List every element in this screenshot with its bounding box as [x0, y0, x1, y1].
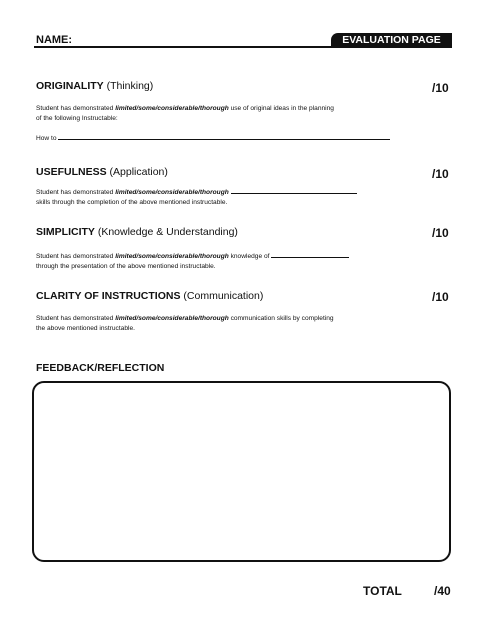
simplicity-text: Student has demonstrated limited/some/considerable/thorough knowledge of through the presentation of the above mentioned instructable. [36, 250, 349, 272]
clarity-options: limited/some/considerable/thorough [115, 315, 229, 322]
feedback-title: FEEDBACK/REFLECTION [36, 362, 165, 374]
clarity-title: CLARITY OF INSTRUCTIONS (Communication) [36, 290, 264, 302]
simplicity-options: limited/some/considerable/thorough [115, 253, 229, 260]
originality-title [36, 80, 153, 92]
total-label: TOTAL [363, 584, 402, 598]
simplicity-title: SIMPLICITY (Knowledge & Understanding) [36, 226, 238, 238]
evaluation-page-tab: EVALUATION PAGE [331, 33, 452, 48]
feedback-box[interactable] [32, 381, 451, 562]
simplicity-score: /10 [432, 226, 449, 240]
clarity-score: /10 [432, 290, 449, 304]
total-score: /40 [434, 584, 451, 598]
howto-blank[interactable] [58, 132, 390, 140]
clarity-text: Student has demonstrated limited/some/considerable/thorough communication skills by completing the above mentioned instructable. [36, 315, 334, 332]
usefulness-score: /10 [432, 167, 449, 181]
originality-text: Student has demonstrated limited/some/considerable/thorough use of original ideas in the planning of the following Instructable: [36, 105, 334, 122]
originality-howto: How to [36, 132, 390, 144]
usefulness-text: Student has demonstrated limited/some/considerable/thorough skills through the completion of the above mentioned instructable. [36, 186, 357, 208]
usefulness-options: limited/some/considerable/thorough [115, 189, 229, 196]
header-rule [34, 46, 452, 48]
originality-score: /10 [432, 81, 449, 95]
originality-title-bold: ORIGINALITY [36, 80, 104, 92]
originality-title-rest: (Thinking) [103, 80, 154, 92]
originality-options: limited/some/considerable/thorough [115, 105, 229, 112]
simplicity-blank[interactable] [271, 250, 349, 258]
usefulness-blank[interactable] [231, 186, 357, 194]
name-label: NAME: [36, 34, 73, 46]
usefulness-title: USEFULNESS (Application) [36, 166, 168, 178]
